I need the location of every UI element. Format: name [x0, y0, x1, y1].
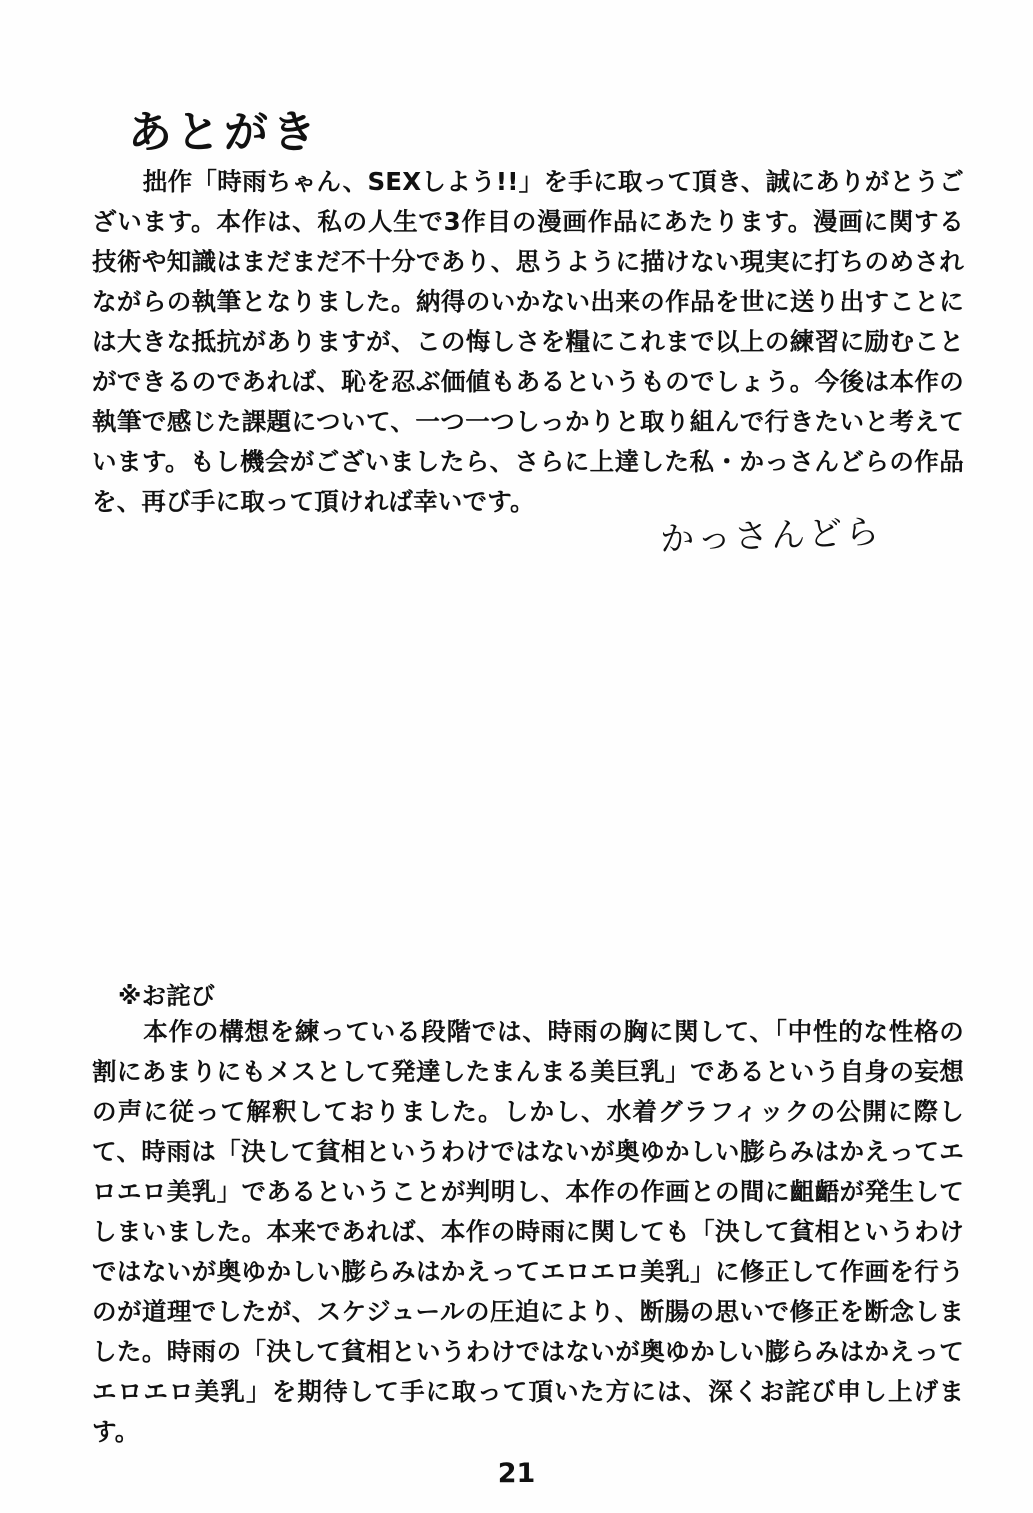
apology-heading: ※お詫び — [118, 982, 216, 1010]
apology-body — [92, 1012, 964, 1452]
apology-paragraph: 本作の構想を練っている段階では、時雨の胸に関して、「中性的な性格の割にあまりにもメスとして発達したまんまる美巨乳」であるという自身の妄想の声に従って解釈しておりました。しかし、水着グラフィックの公開に際して、時雨は「決して貧相というわけではないが奥ゆかしい膨らみはかえってエロエロ美乳」であるということが判明し、本作の作画との間に齟齬が発生してしまいました。本来であれば、本作の時雨に関しても「決して貧相というわけではないが奥ゆかしい膨らみはかえってエロエロ美乳」に修正して作画を行うのが道理でしたが、スケジュールの圧迫により、断腸の思いで修正を断念しました。時雨の「決して貧相というわけではないが奥ゆかしい膨らみはかえってエロエロ美乳」を期待して手に取って頂いた方には、深くお詫び申し上げます。 — [92, 1017, 964, 1446]
page-number: 21 — [497, 1458, 536, 1489]
afterword-title: あとがき — [128, 107, 320, 158]
afterword-paragraph: 拙作「時雨ちゃん、SEXしよう!!」を手に取って頂き、誠にありがとうございます。本作は、私の人生で3作目の漫画作品にあたります。漫画に関する技術や知識はまだまだ不十分であり、思うように描けない現実に打ちのめされながらの執筆となりました。納得のいかない出来の作品を世に送り出すことには大きな抵抗がありますが、この悔しさを糧にこれまで以上の練習に励むことができるのであれば、恥を忍ぶ価値もあるというものでしょう。今後は本作の執筆で感じた課題について、一つ一つしっかりと取り組んで行きたいと考えています。もし機会がございましたら、さらに上達した私・かっさんどらの作品を、再び手に取って頂ければ幸いです。 — [92, 167, 964, 516]
afterword-body — [92, 162, 964, 522]
author-signature: かっさんどら — [659, 512, 883, 560]
